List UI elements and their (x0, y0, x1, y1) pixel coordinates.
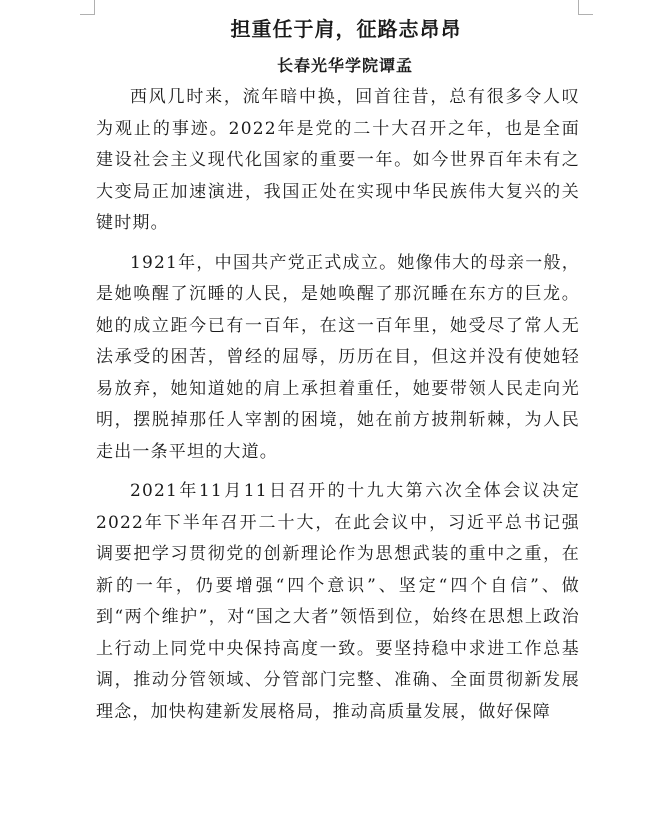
paragraph-1: 西风几时来，流年暗中换，回首往昔，总有很多令人叹为观止的事迹。2022年是党的二十大召开之年，也是全面建设社会主义现代化国家的重要一年。如今世界百年未有之大变局正加速演进，我国正处在实现中华民族伟大复兴的关键时期。 (96, 87, 580, 233)
document-author: 长春光华学院谭孟 (276, 56, 413, 75)
page-corner-mark-right (578, 0, 593, 15)
document-page (96, 12, 580, 736)
page-corner-mark-left (80, 0, 95, 15)
document-title: 担重任于肩，征路志昂昂 (230, 17, 462, 41)
paragraph-3: 2021年11月11日召开的十九大第六次全体会议决定2022年下半年召开二十大，在此会议中，习近平总书记强调要把学习贯彻党的创新理论作为思想武装的重中之重，在新的一年，仍要增强“四个意识”、坚定“四个自信”、做到“两个维护”，对“国之大者”领悟到位，始终在思想上政治上行动上同党中央保持高度一致。要坚持稳中求进工作总基调，推动分管领域、分管部门完整、准确、全面贯彻新发展理念，加快构建新发展格局，推动高质量发展，做好保障 (96, 481, 580, 722)
paragraph-2: 1921年，中国共产党正式成立。她像伟大的母亲一般，是她唤醒了沉睡的人民，是她唤醒了那沉睡在东方的巨龙。她的成立距今已有一百年，在这一百年里，她受尽了常人无法承受的困苦，曾经的屈辱，历历在目，但这并没有使她轻易放弃，她知道她的肩上承担着重任，她要带领人民走向光明，摆脱掉那任人宰割的困境，她在前方披荆斩棘，为人民走出一条平坦的大道。 (96, 252, 580, 462)
